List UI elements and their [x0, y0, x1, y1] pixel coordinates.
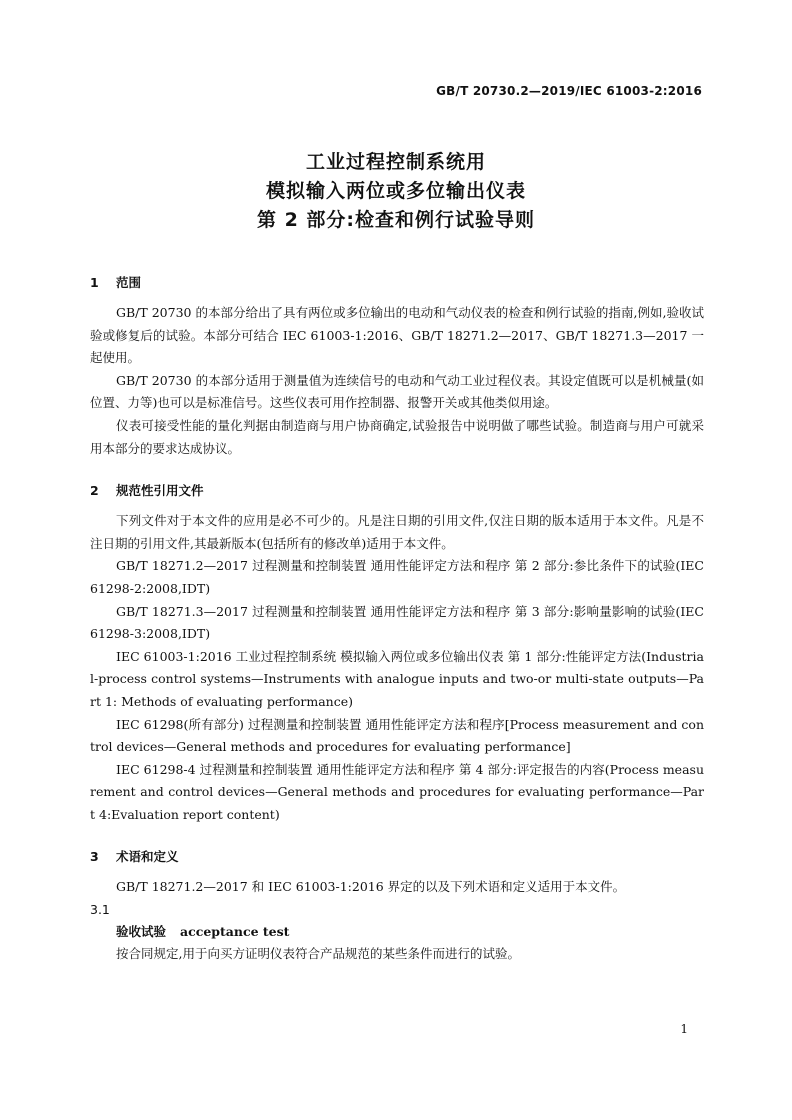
section-title: 范围: [116, 275, 142, 290]
title-line-2: 模拟输入两位或多位输出仪表: [265, 180, 526, 202]
term-entry: [90, 921, 704, 943]
section-heading-terms: [90, 846, 704, 868]
term-number: 3.1: [90, 902, 110, 918]
document-body: [90, 272, 704, 966]
paragraph: GB/T 18271.2—2017 和 IEC 61003-1:2016 界定的以及下列术语和定义适用于本文件。: [116, 879, 626, 895]
reference-item: IEC 61003-1:2016 工业过程控制系统 模拟输入两位或多位输出仪表 第 1 部分:性能评定方法(Industrial-process control systems—Instruments with analogue inputs and two-or multi-state outputs—Part 1: Methods of evaluating performance): [90, 648, 704, 709]
title-line-1: 工业过程控制系统用: [305, 151, 486, 173]
section-title: 术语和定义: [116, 849, 179, 865]
section-title: 规范性引用文件: [116, 483, 204, 499]
section-number: 3: [90, 849, 99, 865]
reference-item: IEC 61298(所有部分) 过程测量和控制装置 通用性能评定方法和程序[Process measurement and control devices—General methods and procedures for evaluating performance]: [90, 716, 704, 755]
document-title: [0, 148, 792, 235]
page-number: 1: [680, 1022, 688, 1036]
term-english: acceptance test: [180, 924, 290, 940]
paragraph: GB/T 20730 的本部分给出了具有两位或多位输出的电动和气动仪表的检查和例行试验的指南,例如,验收试验或修复后的试验。本部分可结合 IEC 61003-1:2016、GB/T 18271.2—2017、GB/T 18271.3—2017 一起使用。: [90, 305, 704, 366]
paragraph: 下列文件对于本文件的应用是必不可少的。凡是注日期的引用文件,仅注日期的版本适用于本文件。凡是不注日期的引用文件,其最新版本(包括所有的修改单)适用于本文件。: [90, 513, 704, 551]
reference-item: IEC 61298-4 过程测量和控制装置 通用性能评定方法和程序 第 4 部分:评定报告的内容(Process measurement and control devices—General methods and procedures for evaluating performance—Part 4:Evaluation report content): [90, 761, 704, 822]
reference-item: GB/T 18271.3—2017 过程测量和控制装置 通用性能评定方法和程序 第 3 部分:影响量影响的试验(IEC 61298-3:2008,IDT): [90, 603, 704, 642]
section-number: 1: [90, 275, 99, 290]
title-line-3: 第 2 部分:检查和例行试验导则: [256, 209, 536, 231]
paragraph: 仪表可接受性能的量化判据由制造商与用户协商确定,试验报告中说明做了哪些试验。制造商与用户可就采用本部分的要求达成协议。: [90, 417, 704, 456]
section-heading-normative-references: [90, 480, 704, 502]
section-number: 2: [90, 483, 99, 499]
section-heading-scope: [90, 272, 704, 294]
standard-code: GB/T 20730.2—2019/IEC 61003-2:2016: [436, 84, 702, 98]
reference-item: GB/T 18271.2—2017 过程测量和控制装置 通用性能评定方法和程序 第 2 部分:参比条件下的试验(IEC 61298-2:2008,IDT): [90, 558, 704, 596]
term-definition: 按合同规定,用于向买方证明仪表符合产品规范的某些条件而进行的试验。: [116, 946, 520, 962]
paragraph: GB/T 20730 的本部分适用于测量值为连续信号的电动和气动工业过程仪表。其设定值既可以是机械量(如位置、力等)也可以是标准信号。这些仪表可用作控制器、报警开关或其他类似用途。: [90, 372, 704, 411]
term-chinese: 验收试验: [116, 924, 167, 940]
